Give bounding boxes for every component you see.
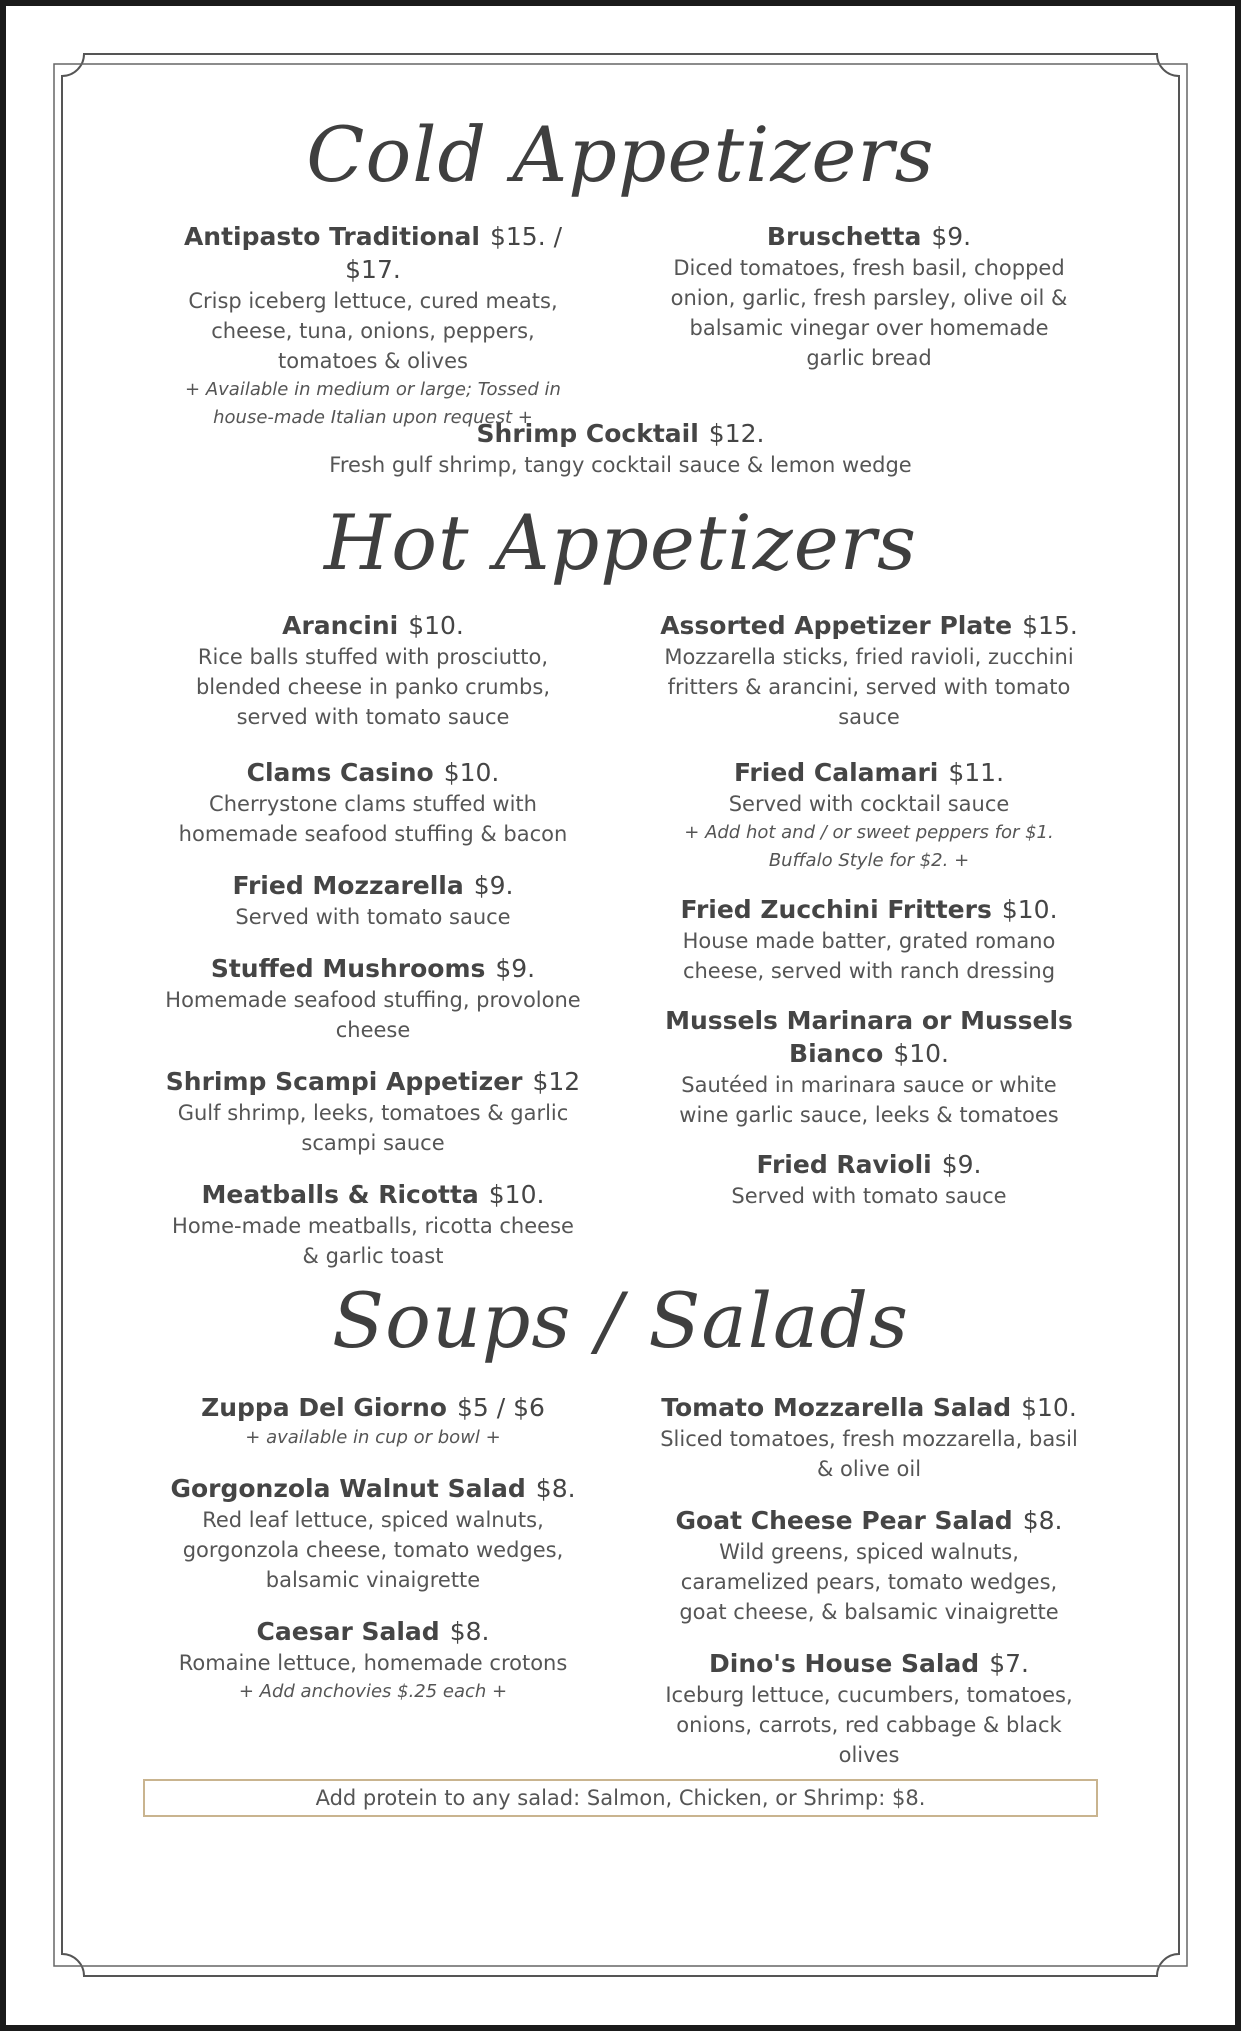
item-description: Iceburg lettuce, cucumbers, tomatoes, onions, carrots, red cabbage & black olives — [665, 1683, 1073, 1767]
menu-item — [163, 1391, 583, 1452]
menu-item — [659, 1148, 1079, 1211]
menu-item — [163, 1065, 583, 1158]
hot-right-column — [659, 609, 1079, 1233]
item-name: Arancini — [282, 611, 399, 640]
item-name: Fried Calamari — [733, 758, 939, 787]
item-description: Served with tomato sauce — [235, 905, 511, 929]
item-name: Goat Cheese Pear Salad — [675, 1506, 1013, 1535]
item-description: Served with tomato sauce — [731, 1184, 1007, 1208]
menu-item — [163, 756, 583, 849]
item-name: Clams Casino — [246, 758, 434, 787]
item-description: Crisp iceberg lettuce, cured meats, cheese, tuna, onions, peppers, tomatoes & olives — [188, 289, 558, 373]
item-price: $10. — [893, 1039, 949, 1068]
item-price: $12 — [532, 1067, 581, 1096]
soups-left-column — [163, 1391, 583, 1728]
menu-item — [659, 756, 1079, 875]
item-name: Fried Zucchini Fritters — [680, 895, 992, 924]
soups-right-column — [659, 1391, 1079, 1792]
item-price: $8. — [535, 1474, 576, 1503]
item-name: Mussels Marinara or Mussels Bianco — [665, 1006, 1073, 1068]
item-name: Meatballs & Ricotta — [201, 1180, 479, 1209]
item-price: $8. — [1022, 1506, 1063, 1535]
item-description: Rice balls stuffed with prosciutto, blended cheese in panko crumbs, served with tomato sauce — [195, 645, 551, 729]
item-price: $8. — [449, 1617, 490, 1646]
item-name: Shrimp Scampi Appetizer — [165, 1067, 523, 1096]
hot-left-column — [163, 609, 583, 1293]
item-price: $10. — [408, 611, 464, 640]
item-price: $9. — [941, 1150, 982, 1179]
item-price: $9. — [473, 871, 514, 900]
menu-page — [6, 6, 1235, 2025]
item-name: Fried Mozzarella — [232, 871, 464, 900]
item-price: $7. — [989, 1649, 1029, 1678]
menu-item — [659, 220, 1079, 373]
item-name: Bruschetta — [766, 222, 922, 251]
item-price: $10. — [488, 1180, 545, 1209]
item-description: Mozzarella sticks, fried ravioli, zucchini fritters & arancini, served with tomato sauce — [664, 645, 1074, 729]
protein-add-on-note: Add protein to any salad: Salmon, Chicken, or Shrimp: $8. — [143, 1779, 1098, 1817]
item-name: Gorgonzola Walnut Salad — [170, 1474, 526, 1503]
item-price: $10. — [1021, 1393, 1077, 1422]
menu-item — [163, 1178, 583, 1271]
menu-item — [659, 893, 1079, 986]
item-name: Dino's House Salad — [709, 1649, 980, 1678]
item-name: Caesar Salad — [256, 1617, 440, 1646]
item-description: Red leaf lettuce, spiced walnuts, gorgonzola cheese, tomato wedges, balsamic vinaigrette — [182, 1508, 564, 1592]
menu-item — [163, 1472, 583, 1595]
menu-item — [659, 1647, 1079, 1770]
item-description: Home-made meatballs, ricotta cheese & garlic toast — [172, 1214, 574, 1268]
item-name: Zuppa Del Giorno — [201, 1393, 447, 1422]
item-description: Cherrystone clams stuffed with homemade seafood stuffing & bacon — [178, 792, 568, 846]
item-price: $15. / $17. — [345, 222, 563, 284]
item-description: Gulf shrimp, leeks, tomatoes & garlic scampi sauce — [177, 1101, 569, 1155]
item-name: Stuffed Mushrooms — [210, 954, 486, 983]
item-note: + Add hot and / or sweet peppers for $1. Buffalo Style for $2. + — [684, 822, 1054, 871]
menu-item — [659, 609, 1079, 732]
menu-item-centered — [6, 417, 1235, 480]
item-price: $9. — [495, 954, 536, 983]
item-description: Diced tomatoes, fresh basil, chopped onion, garlic, fresh parsley, olive oil & balsamic vinegar over homemade garlic bread — [670, 256, 1068, 370]
item-price: $9. — [931, 222, 972, 251]
item-name: Tomato Mozzarella Salad — [661, 1393, 1012, 1422]
item-price: $10. — [1001, 895, 1058, 924]
item-description: Fresh gulf shrimp, tangy cocktail sauce & lemon wedge — [329, 453, 912, 477]
item-price: $5 / $6 — [456, 1393, 545, 1422]
item-description: Romaine lettuce, homemade crotons — [178, 1651, 568, 1675]
item-description: Sliced tomatoes, fresh mozzarella, basil & olive oil — [660, 1427, 1078, 1481]
menu-item — [163, 869, 583, 932]
item-name: Fried Ravioli — [756, 1150, 932, 1179]
item-price: $15. — [1022, 611, 1078, 640]
section-title-hot-appetizers: Hot Appetizers — [323, 498, 918, 587]
item-description: Sautéed in marinara sauce or white wine garlic sauce, leeks & tomatoes — [679, 1073, 1059, 1127]
cold-right-column — [659, 220, 1079, 395]
item-note: + available in cup or bowl + — [245, 1427, 501, 1448]
item-description: Wild greens, spiced walnuts, caramelized pears, tomato wedges, goat cheese, & balsamic vinaigrette — [679, 1540, 1059, 1624]
item-name: Assorted Appetizer Plate — [660, 611, 1013, 640]
item-price: $10. — [443, 758, 500, 787]
menu-item — [659, 1391, 1079, 1484]
item-name: Antipasto Traditional — [183, 222, 480, 251]
item-description: Served with cocktail sauce — [728, 792, 1010, 816]
item-price: $11. — [948, 758, 1005, 787]
section-title-soups-salads: Soups / Salads — [332, 1276, 909, 1365]
menu-item — [163, 609, 583, 732]
item-name: Shrimp Cocktail — [476, 419, 699, 448]
item-note: + Add anchovies $.25 each + — [238, 1681, 508, 1702]
menu-item — [163, 220, 583, 432]
item-description: House made batter, grated romano cheese, served with ranch dressing — [682, 929, 1056, 983]
menu-item — [659, 1004, 1079, 1130]
item-description: Homemade seafood stuffing, provolone cheese — [165, 988, 581, 1042]
item-note: + Available in medium or large; Tossed in house-made Italian upon request + — [185, 379, 561, 428]
item-price: $12. — [708, 419, 765, 448]
menu-item — [659, 1504, 1079, 1627]
menu-item — [163, 1615, 583, 1706]
section-title-cold-appetizers: Cold Appetizers — [306, 110, 935, 199]
menu-item — [163, 952, 583, 1045]
